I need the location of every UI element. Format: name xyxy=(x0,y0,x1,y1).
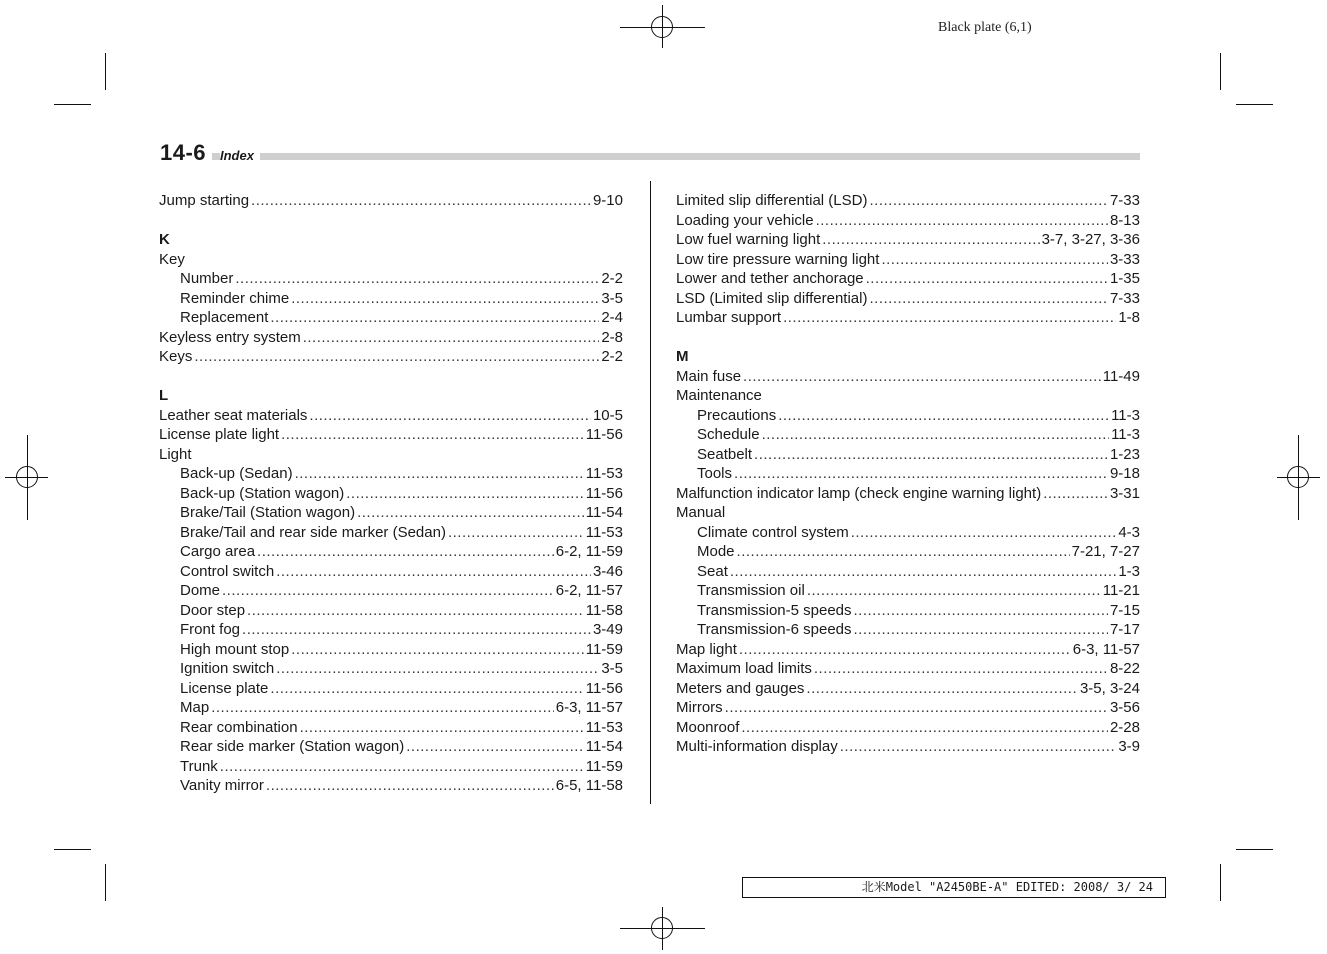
index-entry xyxy=(159,328,623,348)
dot-leader xyxy=(743,367,1101,387)
dot-leader xyxy=(281,425,584,445)
entry-page-ref: 3-7, 3-27, 3-36 xyxy=(1041,231,1140,248)
entry-page-ref: 8-22 xyxy=(1109,660,1140,677)
index-subentry xyxy=(159,718,623,738)
index-subentry xyxy=(676,542,1140,562)
index-subentry xyxy=(159,659,623,679)
entry-page-ref: 1-35 xyxy=(1109,270,1140,287)
dot-leader xyxy=(762,425,1110,445)
plate-label: Black plate (6,1) xyxy=(938,20,1032,35)
index-entry xyxy=(676,640,1140,660)
entry-label: Malfunction indicator lamp (check engine warning light) xyxy=(676,484,1042,502)
index-subentry xyxy=(159,640,623,660)
index-heading-label: Maintenance xyxy=(676,387,762,404)
dot-leader xyxy=(737,542,1070,562)
index-subentry xyxy=(676,620,1140,640)
entry-page-ref: 3-9 xyxy=(1118,738,1140,755)
index-subentry xyxy=(676,445,1140,465)
dot-leader xyxy=(222,581,554,601)
index-entry xyxy=(676,269,1140,289)
entry-label: Map light xyxy=(676,640,737,658)
index-entry xyxy=(676,698,1140,718)
entry-page-ref: 3-5, 3-24 xyxy=(1079,679,1140,697)
dot-leader xyxy=(251,191,591,211)
dot-leader xyxy=(291,640,584,660)
index-entry xyxy=(676,484,1140,504)
entry-page-ref: 2-28 xyxy=(1109,718,1140,736)
entry-page-ref: 11-56 xyxy=(585,426,623,443)
entry-label: Tools xyxy=(697,465,733,482)
dot-leader xyxy=(303,328,600,348)
edit-stamp: 北米Model "A2450BE-A" EDITED: 2008/ 3/ 24 xyxy=(742,877,1166,898)
entry-label: Loading your vehicle xyxy=(676,211,814,229)
entry-page-ref: 9-10 xyxy=(592,192,623,209)
spacer xyxy=(159,211,623,231)
entry-page-ref: 6-3, 11-57 xyxy=(555,699,623,716)
dot-leader xyxy=(266,776,554,796)
entry-page-ref: 11-56 xyxy=(585,484,623,502)
index-subentry xyxy=(159,289,623,309)
entry-page-ref: 11-3 xyxy=(1111,426,1140,443)
dot-leader xyxy=(235,269,599,289)
index-entry xyxy=(676,211,1140,231)
entry-label: Back-up (Station wagon) xyxy=(180,484,345,502)
index-heading xyxy=(676,386,1140,406)
entry-page-ref: 6-2, 11-59 xyxy=(555,543,623,560)
index-heading-label: Key xyxy=(159,250,185,268)
entry-label: Replacement xyxy=(180,309,269,326)
dot-leader xyxy=(866,269,1108,289)
index-subentry xyxy=(159,503,623,523)
entry-label: Map xyxy=(180,699,210,716)
dot-leader xyxy=(270,679,583,699)
entry-label: Brake/Tail and rear side marker (Sedan) xyxy=(180,523,446,541)
index-subentry xyxy=(676,562,1140,582)
entry-page-ref: 11-49 xyxy=(1102,367,1140,385)
index-subentry xyxy=(676,425,1140,445)
entry-label: Mode xyxy=(697,543,735,560)
entry-label: Climate control system xyxy=(697,523,849,541)
dot-leader xyxy=(840,737,1117,757)
entry-page-ref: 11-58 xyxy=(585,601,623,619)
index-subentry xyxy=(159,308,623,328)
index-heading xyxy=(159,445,623,465)
entry-label: Transmission-6 speeds xyxy=(697,621,852,638)
entry-page-ref: 11-3 xyxy=(1111,406,1140,424)
index-subentry xyxy=(159,464,623,484)
entry-label: Low tire pressure warning light xyxy=(676,250,880,268)
entry-label: Keyless entry system xyxy=(159,328,301,346)
dot-leader xyxy=(257,542,554,562)
dot-leader xyxy=(783,308,1116,328)
entry-page-ref: 1-23 xyxy=(1109,445,1140,463)
index-subentry xyxy=(159,620,623,640)
index-heading-label: Manual xyxy=(676,504,726,521)
index-subentry xyxy=(159,581,623,601)
index-subentry xyxy=(676,601,1140,621)
entry-page-ref: 7-21, 7-27 xyxy=(1071,543,1140,560)
entry-label: Rear side marker (Station wagon) xyxy=(180,738,405,755)
dot-leader xyxy=(270,308,599,328)
index-entry xyxy=(676,659,1140,679)
entry-page-ref: 6-3, 11-57 xyxy=(1072,640,1140,658)
entry-page-ref: 11-54 xyxy=(585,738,623,755)
index-letter-heading: M xyxy=(676,348,689,365)
entry-page-ref: 6-2, 11-57 xyxy=(555,582,623,599)
index-column-right xyxy=(676,191,1140,757)
column-divider xyxy=(650,181,651,804)
entry-page-ref: 11-56 xyxy=(585,679,623,697)
entry-page-ref: 3-33 xyxy=(1109,250,1140,268)
entry-label: Rear combination xyxy=(180,718,298,736)
dot-leader xyxy=(881,250,1108,270)
entry-page-ref: 11-59 xyxy=(585,757,623,775)
dot-leader xyxy=(295,464,584,484)
index-entry xyxy=(676,250,1140,270)
entry-page-ref: 1-8 xyxy=(1118,309,1140,326)
dot-leader xyxy=(406,737,583,757)
entry-label: High mount stop xyxy=(180,640,290,658)
dot-leader xyxy=(300,718,584,738)
dot-leader xyxy=(869,191,1107,211)
dot-leader xyxy=(309,406,591,426)
index-entry xyxy=(676,289,1140,309)
entry-label: Lumbar support xyxy=(676,309,782,326)
entry-page-ref: 11-59 xyxy=(585,640,623,658)
entry-page-ref: 3-31 xyxy=(1109,484,1140,502)
index-entry xyxy=(676,718,1140,738)
dot-leader xyxy=(276,562,591,582)
dot-leader xyxy=(778,406,1109,426)
index-subentry xyxy=(159,562,623,582)
entry-label: Lower and tether anchorage xyxy=(676,270,864,287)
dot-leader xyxy=(1043,484,1108,504)
entry-label: Front fog xyxy=(180,621,241,638)
entry-label: Low fuel warning light xyxy=(676,231,821,248)
dot-leader xyxy=(194,347,599,367)
dot-leader xyxy=(816,211,1108,231)
entry-label: Door step xyxy=(180,601,246,619)
index-subentry xyxy=(159,269,623,289)
index-subentry xyxy=(159,523,623,543)
dot-leader xyxy=(730,562,1116,582)
entry-label: Control switch xyxy=(180,562,275,580)
dot-leader xyxy=(734,464,1108,484)
dot-leader xyxy=(211,698,554,718)
entry-label: Mirrors xyxy=(676,699,723,716)
index-subentry xyxy=(159,757,623,777)
dot-leader xyxy=(276,659,599,679)
dot-leader xyxy=(357,503,584,523)
dot-leader xyxy=(854,620,1108,640)
entry-label: Meters and gauges xyxy=(676,679,805,697)
dot-leader xyxy=(247,601,584,621)
index-entry xyxy=(676,191,1140,211)
index-heading xyxy=(159,250,623,270)
index-entry xyxy=(159,347,623,367)
index-entry xyxy=(159,425,623,445)
index-entry xyxy=(159,406,623,426)
index-heading xyxy=(676,503,1140,523)
dot-leader xyxy=(346,484,583,504)
entry-label: Ignition switch xyxy=(180,660,275,677)
entry-page-ref: 11-53 xyxy=(585,718,623,736)
entry-page-ref: 1-3 xyxy=(1118,562,1140,580)
dot-leader xyxy=(291,289,599,309)
entry-page-ref: 3-56 xyxy=(1109,699,1140,716)
entry-label: Seat xyxy=(697,562,728,580)
index-subentry xyxy=(676,464,1140,484)
dot-leader xyxy=(869,289,1107,309)
entry-label: Cargo area xyxy=(180,543,256,560)
index-subentry xyxy=(159,542,623,562)
entry-page-ref: 3-46 xyxy=(592,562,623,580)
entry-page-ref: 7-33 xyxy=(1109,289,1140,307)
entry-label: Trunk xyxy=(180,757,218,775)
header-bar xyxy=(160,153,1140,160)
dot-leader xyxy=(725,698,1108,718)
entry-label: Main fuse xyxy=(676,367,742,385)
entry-label: License plate xyxy=(180,679,269,697)
index-column-left xyxy=(159,191,623,796)
index-entry xyxy=(676,367,1140,387)
entry-page-ref: 7-33 xyxy=(1109,192,1140,209)
entry-label: Maximum load limits xyxy=(676,660,812,677)
index-subentry xyxy=(159,737,623,757)
entry-label: Multi-information display xyxy=(676,738,838,755)
dot-leader xyxy=(754,445,1108,465)
dot-leader xyxy=(814,659,1108,679)
index-subentry xyxy=(159,679,623,699)
dot-leader xyxy=(806,679,1078,699)
entry-page-ref: 3-49 xyxy=(592,621,623,638)
dot-leader xyxy=(807,581,1101,601)
entry-label: Keys xyxy=(159,348,193,365)
dot-leader xyxy=(242,620,591,640)
page-number: 14-6 xyxy=(160,140,212,166)
spacer xyxy=(676,328,1140,348)
index-subentry xyxy=(159,776,623,796)
entry-label: Schedule xyxy=(697,426,760,443)
dot-leader xyxy=(854,601,1108,621)
index-subentry xyxy=(676,523,1140,543)
entry-label: Moonroof xyxy=(676,718,740,736)
entry-label: Reminder chime xyxy=(180,289,290,307)
entry-page-ref: 11-53 xyxy=(585,465,623,482)
entry-label: Leather seat materials xyxy=(159,406,308,424)
dot-leader xyxy=(822,230,1039,250)
entry-label: Transmission-5 speeds xyxy=(697,601,852,619)
entry-page-ref: 3-5 xyxy=(601,289,623,307)
entry-label: License plate light xyxy=(159,426,280,443)
index-subentry xyxy=(159,601,623,621)
entry-page-ref: 2-2 xyxy=(601,348,623,365)
dot-leader xyxy=(220,757,584,777)
dot-leader xyxy=(851,523,1117,543)
index-letter-heading: L xyxy=(159,387,169,404)
entry-page-ref: 2-4 xyxy=(601,309,623,326)
section-title: Index xyxy=(220,148,260,163)
entry-page-ref: 7-17 xyxy=(1109,621,1140,638)
entry-page-ref: 9-18 xyxy=(1109,465,1140,482)
entry-label: Limited slip differential (LSD) xyxy=(676,192,868,209)
entry-page-ref: 10-5 xyxy=(592,406,623,424)
index-entry xyxy=(159,191,623,211)
index-entry xyxy=(676,230,1140,250)
entry-label: Vanity mirror xyxy=(180,777,264,794)
index-heading-label: Light xyxy=(159,445,192,463)
dot-leader xyxy=(739,640,1071,660)
index-entry xyxy=(676,679,1140,699)
index-subentry xyxy=(159,484,623,504)
entry-label: Precautions xyxy=(697,406,777,424)
entry-page-ref: 11-53 xyxy=(585,523,623,541)
entry-page-ref: 3-5 xyxy=(601,660,623,677)
index-subentry xyxy=(159,698,623,718)
entry-page-ref: 2-2 xyxy=(601,270,623,287)
entry-label: Brake/Tail (Station wagon) xyxy=(180,504,356,521)
index-subentry xyxy=(676,406,1140,426)
entry-page-ref: 6-5, 11-58 xyxy=(555,777,623,794)
spacer xyxy=(159,367,623,387)
entry-page-ref: 11-21 xyxy=(1102,582,1140,599)
entry-label: Jump starting xyxy=(159,192,250,209)
index-entry xyxy=(676,737,1140,757)
index-entry xyxy=(676,308,1140,328)
entry-label: Back-up (Sedan) xyxy=(180,465,293,482)
entry-page-ref: 2-8 xyxy=(601,328,623,346)
entry-page-ref: 4-3 xyxy=(1118,523,1140,541)
entry-label: Number xyxy=(180,270,234,287)
entry-label: LSD (Limited slip differential) xyxy=(676,289,868,307)
dot-leader xyxy=(448,523,584,543)
dot-leader xyxy=(741,718,1108,738)
index-subentry xyxy=(676,581,1140,601)
entry-page-ref: 8-13 xyxy=(1109,211,1140,229)
entry-page-ref: 7-15 xyxy=(1109,601,1140,619)
entry-label: Transmission oil xyxy=(697,582,805,599)
entry-page-ref: 11-54 xyxy=(585,504,623,521)
entry-label: Dome xyxy=(180,582,221,599)
index-letter-heading: K xyxy=(159,231,170,248)
entry-label: Seatbelt xyxy=(697,445,753,463)
